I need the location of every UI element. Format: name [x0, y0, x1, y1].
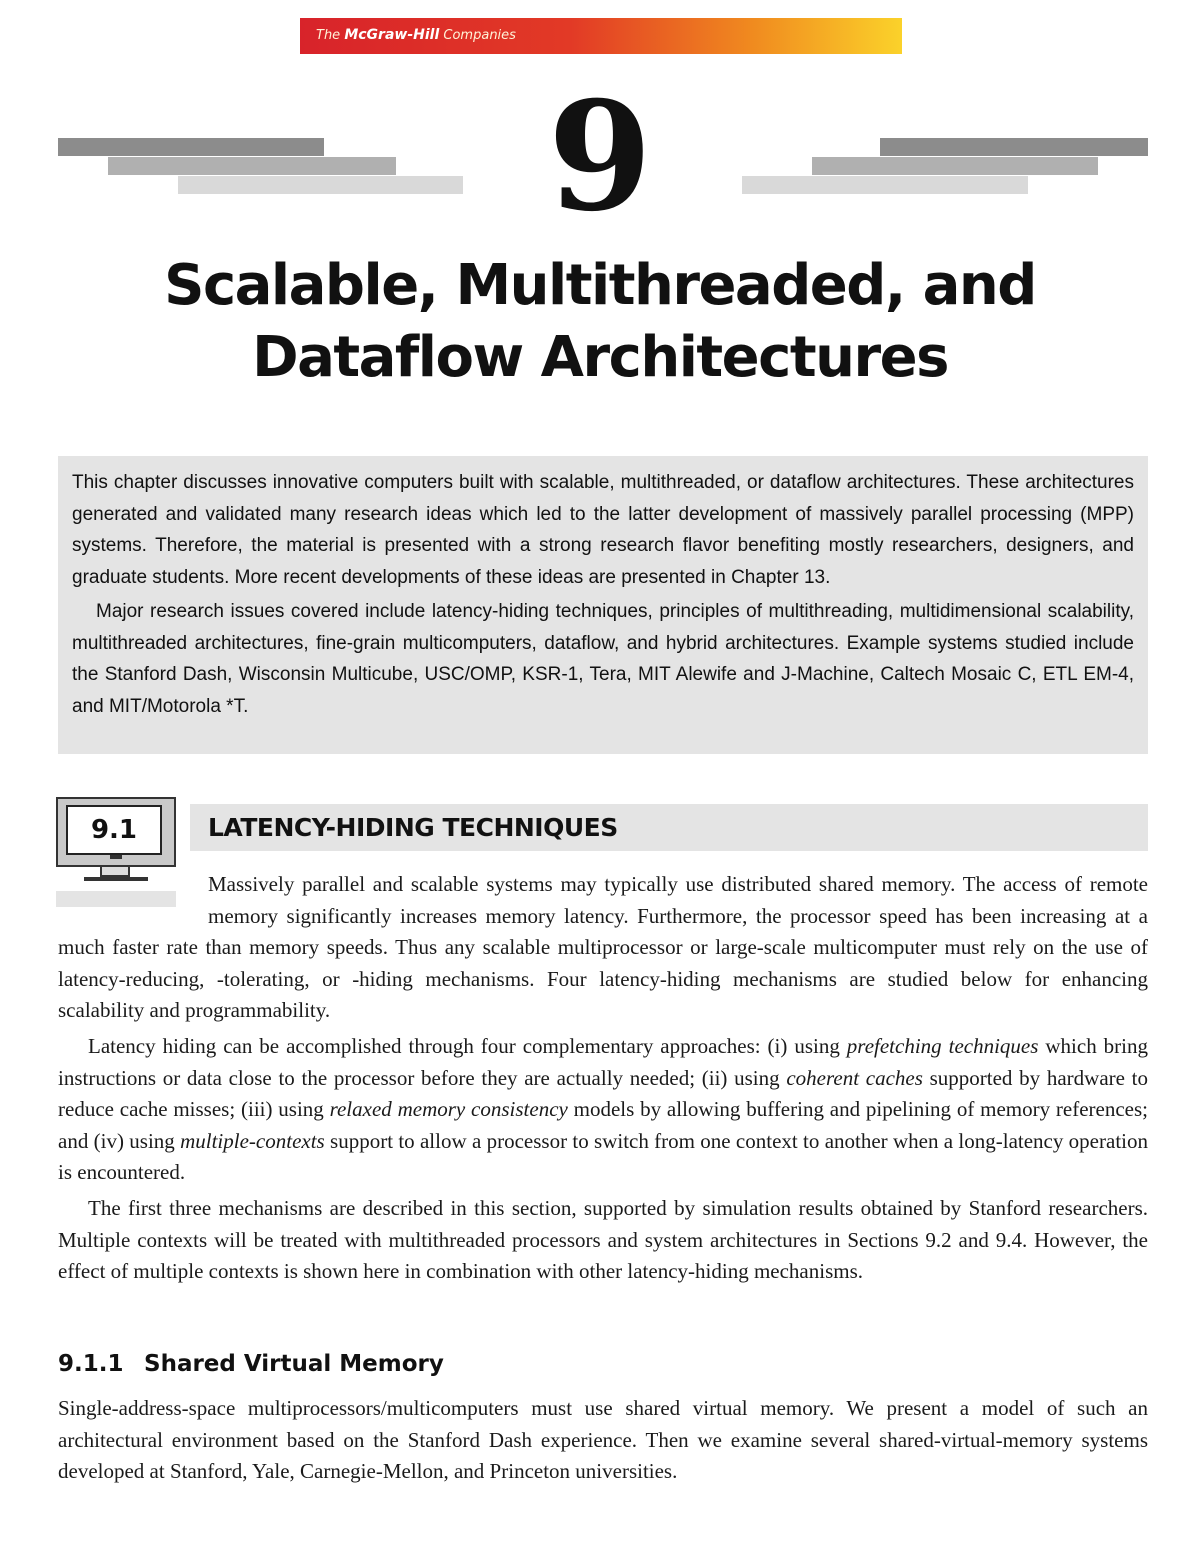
section-heading-bar [190, 804, 1148, 851]
chapter-title-line-2: Dataflow Architectures [252, 325, 948, 390]
subsection-title: Shared Virtual Memory [144, 1351, 444, 1377]
subsection-body [58, 1393, 1148, 1488]
emphasis-term: coherent caches [786, 1065, 923, 1090]
section-body [58, 869, 1148, 1288]
section-number: 9.1 [66, 805, 162, 855]
body-paragraph: The first three mechanisms are described in this section, supported by simulation results obtained by Stanford researchers. Multiple contexts will be treated with multithreaded processors and system architectures in Sections 9.2 and 9.4. However, the effect of multiple contexts is shown here in combination with other latency-hiding mechanisms. [58, 1195, 1148, 1284]
body-paragraph: Massively parallel and scalable systems may typically use distributed shared memory. The access of remote memory significantly increases memory latency. Furthermore, the processor speed has been increasing at a much faster rate than memory speeds. Thus any scalable multiprocessor or large-scale multicomputer must rely on the use of latency-reducing, -tolerating, or -hiding mechanisms. Four latency-hiding mechanisms are studied below for enhancing scalability and programmability. [58, 872, 1148, 1023]
chapter-title-line-1: Scalable, Multithreaded, and [164, 253, 1036, 318]
subsection-number: 9.1.1 [58, 1351, 124, 1377]
publisher-logo: The McGraw-Hill Companies [316, 27, 516, 43]
emphasis-term: prefetching techniques [846, 1033, 1039, 1058]
body-paragraph: Latency hiding can be accomplished through four complementary approaches: (i) using prefetching techniques which bring instructions or data close to the processor before they are actually needed; (ii) using coherent caches supported by hardware to reduce cache misses; (iii) using relaxed memory consistency models by allowing buffering and pipelining of memory references; and (iv) using multiple-contexts support to allow a processor to switch from one context to another when a long-latency operation is encountered. [58, 1033, 1149, 1185]
abstract-paragraph: This chapter discusses innovative computers built with scalable, multithreaded, or dataflow architectures. These architectures generated and validated many research ideas which led to the latter development of massively parallel processing (MPP) systems. Therefore, the material is presented with a strong research flavor benefiting mostly researchers, designers, and graduate students. More recent developments of these ideas are presented in Chapter 13. [72, 472, 1134, 588]
body-paragraph: Single-address-space multiprocessors/multicomputers must use shared virtual memory. We present a model of such an architectural environment based on the Stanford Dash experience. Then we examine several shared-virtual-memory systems developed at Stanford, Yale, Carnegie-Mellon, and Princeton universities. [58, 1396, 1148, 1484]
chapter-number: 9 [547, 69, 653, 245]
text-wrap-spacer [58, 869, 208, 931]
emphasis-term: multiple-contexts [180, 1128, 325, 1153]
section-title: LATENCY-HIDING TECHNIQUES [208, 813, 618, 842]
abstract-paragraph: Major research issues covered include latency-hiding techniques, principles of multithreading, multidimensional scalability, multithreaded architectures, fine-grain multicomputers, dataflow, and hybrid architectures. Example systems studied include the Stanford Dash, Wisconsin Multicube, USC/OMP, KSR-1, Tera, MIT Alewife and J-Machine, Caltech Mosaic C, ETL EM-4, and MIT/Motorola *T. [72, 601, 1134, 717]
publisher-banner [300, 18, 902, 54]
chapter-title [0, 250, 1200, 394]
emphasis-term: relaxed memory consistency [329, 1097, 568, 1122]
chapter-abstract [58, 456, 1148, 754]
monitor-button [110, 855, 122, 859]
subsection-heading [58, 1346, 444, 1382]
